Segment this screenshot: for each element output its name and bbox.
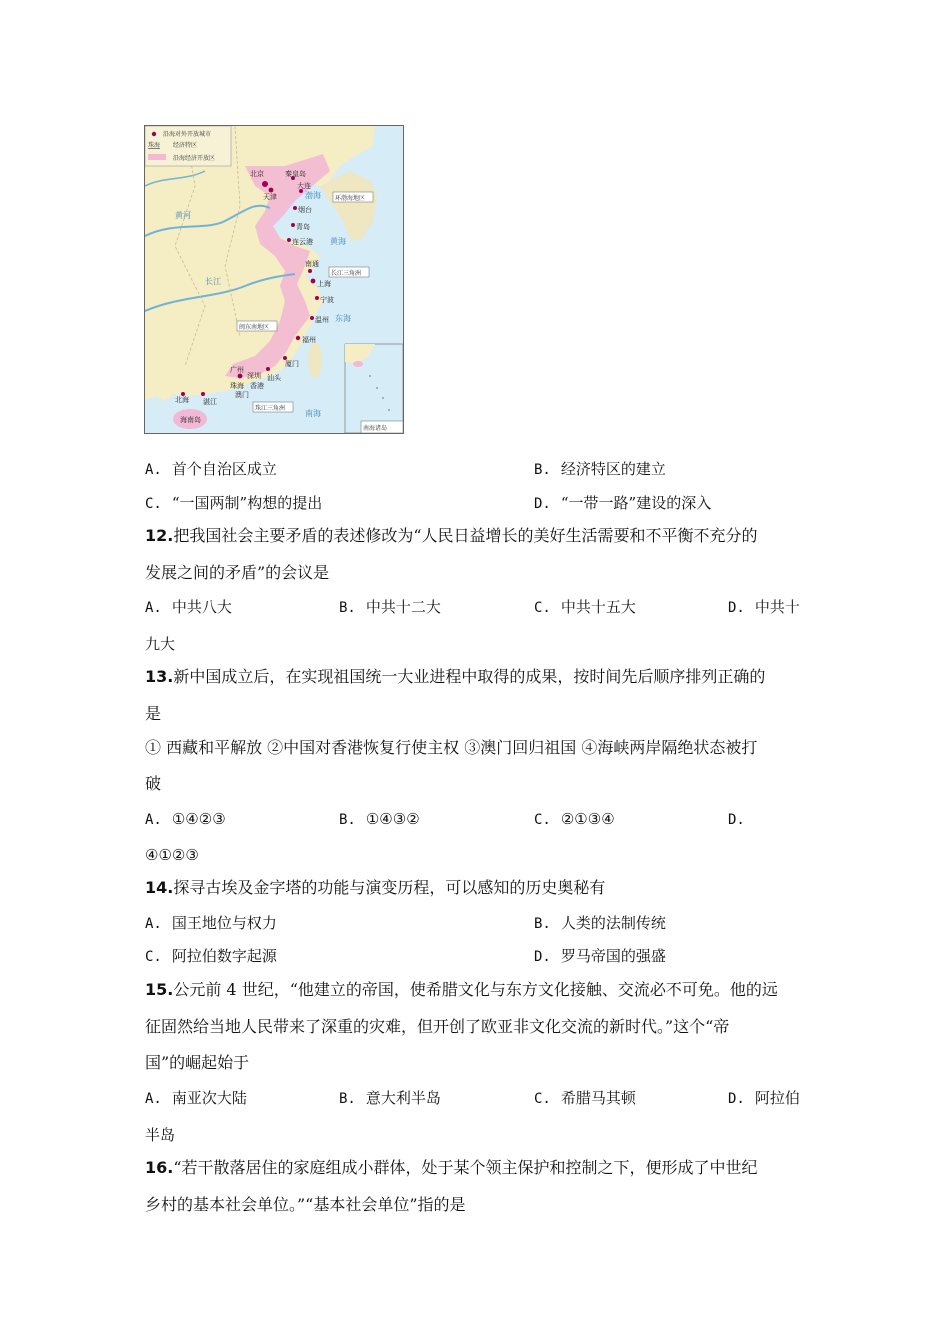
option-key: C. <box>534 600 551 616</box>
city-xiamen: 厦门 <box>285 360 299 368</box>
q16-stem-line1 <box>145 1157 758 1179</box>
q16-stem-line2: 乡村的基本社会单位。”“基本社会单位”指的是 <box>145 1195 466 1214</box>
city-zhuhai: 珠海 <box>230 382 244 390</box>
city-fuzhou: 福州 <box>302 336 316 344</box>
label-changjiang: 长江 <box>205 277 221 286</box>
option-key: B. <box>339 600 356 616</box>
option-text: 罗马帝国的强盛 <box>560 947 666 965</box>
q15-option-d-wrap: 半岛 <box>145 1126 176 1144</box>
legend-zone: 经济特区 <box>173 142 198 149</box>
q11-option-a[interactable] <box>145 458 277 481</box>
option-text: ①④②③ <box>171 810 226 828</box>
q13-stem-line1 <box>145 666 765 688</box>
q13-option-d-wrap: ④①②③ <box>145 846 199 864</box>
label-huanghai: 黄海 <box>330 237 346 246</box>
question-text: 公元前 4 世纪，“他建立的帝国，使希腊文化与东方文化接触、交流必不可免。他的远 <box>173 980 778 999</box>
question-number: 12. <box>145 526 174 545</box>
city-qingdao: 青岛 <box>296 223 310 231</box>
label-bohai: 渤海 <box>305 191 321 200</box>
inset-label: 南海诸岛 <box>363 425 388 432</box>
map-graphic <box>145 126 403 433</box>
q15-stem-line1 <box>145 979 778 1001</box>
option-text: ②①③④ <box>560 810 615 828</box>
option-text: 意大利半岛 <box>365 1089 441 1107</box>
option-text: 国王地位与权力 <box>171 914 277 932</box>
option-text: 中共十 <box>754 598 800 616</box>
option-key: D. <box>728 1091 745 1107</box>
q13-items: ① 西藏和平解放 ②中国对香港恢复行使主权 ③澳门回归祖国 ④海峡两岸隔绝状态被打 <box>145 738 758 757</box>
option-key: C. <box>534 812 551 828</box>
q12-option-b[interactable] <box>339 596 441 619</box>
option-key: B. <box>534 462 551 478</box>
option-key: C. <box>145 949 162 965</box>
question-number: 16. <box>145 1158 174 1177</box>
city-lianyungang: 连云港 <box>292 238 313 246</box>
q12-option-d[interactable] <box>728 596 800 619</box>
question-text: “若干散落居住的家庭组成小群体，处于某个领主保护和控制之下，便形成了中世纪 <box>173 1158 758 1177</box>
city-tianjin: 天津 <box>263 193 277 201</box>
question-text: 把我国社会主要矛盾的表述修改为“人民日益增长的美好生活需要和不平衡不充分的 <box>173 526 758 545</box>
q11-option-c[interactable] <box>145 492 322 515</box>
q13-option-a[interactable] <box>145 808 226 831</box>
question-number: 14. <box>145 878 174 897</box>
q15-option-c[interactable] <box>534 1087 636 1110</box>
option-text: 经济特区的建立 <box>560 460 666 478</box>
city-nantong: 南通 <box>305 260 319 268</box>
question-number: 13. <box>145 667 174 686</box>
option-key: D. <box>534 949 551 965</box>
city-aomen: 澳门 <box>235 391 249 399</box>
q12-option-a[interactable] <box>145 596 232 619</box>
q12-stem-line1 <box>145 525 758 547</box>
legend-area: 沿海经济开放区 <box>173 155 216 162</box>
option-text: 阿拉伯 <box>754 1089 800 1107</box>
q14-option-d[interactable] <box>534 945 666 968</box>
option-key: A. <box>145 1091 162 1107</box>
city-shantou: 汕头 <box>267 374 281 382</box>
city-wenzhou: 温州 <box>315 316 329 324</box>
q13-option-d[interactable] <box>728 808 755 831</box>
coastal-open-cities-map <box>144 125 404 434</box>
q12-option-d-wrap: 九大 <box>145 635 176 653</box>
option-key: D. <box>728 600 745 616</box>
city-hainandao: 海南岛 <box>180 416 201 424</box>
q13-items-wrap: 破 <box>145 774 162 793</box>
q15-option-b[interactable] <box>339 1087 441 1110</box>
region-mindongnan: 闽东南地区 <box>239 324 270 331</box>
q14-option-b[interactable] <box>534 912 666 935</box>
q12-option-c[interactable] <box>534 596 636 619</box>
q13-stem-line2: 是 <box>145 704 162 723</box>
option-key: A. <box>145 600 162 616</box>
q15-stem-line3: 国”的崛起始于 <box>145 1053 250 1072</box>
city-ningbo: 宁波 <box>320 296 334 304</box>
legend-zone-mark: 珠海 <box>148 142 161 149</box>
q15-stem-line2: 征固然给当地人民带来了深重的灾难，但开创了欧亚非文化交流的新时代。”这个“帝 <box>145 1017 730 1036</box>
option-key: B. <box>534 916 551 932</box>
option-key: D. <box>728 812 745 828</box>
question-text: 探寻古埃及金字塔的功能与演变历程，可以感知的历史奥秘有 <box>173 878 606 897</box>
city-qinhuangdao: 秦皇岛 <box>285 170 306 178</box>
option-text: “一带一路”建设的深入 <box>560 494 712 512</box>
option-text: 阿拉伯数字起源 <box>171 947 277 965</box>
option-key: B. <box>339 812 356 828</box>
option-text: 人类的法制传统 <box>560 914 666 932</box>
option-key: D. <box>534 496 551 512</box>
option-text: 中共八大 <box>171 598 232 616</box>
q14-option-c[interactable] <box>145 945 277 968</box>
option-key: A. <box>145 916 162 932</box>
question-number: 15. <box>145 980 174 999</box>
city-dalian: 大连 <box>297 182 311 190</box>
city-beihai: 北海 <box>175 396 189 404</box>
option-text: ①④③② <box>365 810 420 828</box>
q15-option-a[interactable] <box>145 1087 247 1110</box>
q15-option-d[interactable] <box>728 1087 800 1110</box>
city-shenzhen: 深圳 <box>247 372 261 380</box>
option-key: A. <box>145 812 162 828</box>
option-key: A. <box>145 462 162 478</box>
q14-stem-line1 <box>145 877 605 899</box>
option-key: C. <box>534 1091 551 1107</box>
city-shanghai: 上海 <box>317 280 331 288</box>
question-text: 新中国成立后，在实现祖国统一大业进程中取得的成果，按时间先后顺序排列正确的 <box>173 667 766 686</box>
option-key: B. <box>339 1091 356 1107</box>
q14-option-a[interactable] <box>145 912 277 935</box>
option-text: 首个自治区成立 <box>171 460 277 478</box>
city-xianggang: 香港 <box>250 382 264 390</box>
q11-option-b[interactable] <box>534 458 666 481</box>
label-nanhai: 南海 <box>305 409 321 418</box>
city-zhanjiang: 湛江 <box>203 398 217 406</box>
option-key: C. <box>145 496 162 512</box>
option-text: 南亚次大陆 <box>171 1089 247 1107</box>
q13-option-b[interactable] <box>339 808 420 831</box>
city-yantai: 烟台 <box>298 206 312 214</box>
option-text: 中共十五大 <box>560 598 636 616</box>
legend-city: 沿海对外开放城市 <box>163 131 212 138</box>
city-beijing: 北京 <box>250 170 264 178</box>
label-donghai: 东海 <box>335 314 351 323</box>
region-bohai: 环渤海地区 <box>335 195 366 202</box>
q11-option-d[interactable] <box>534 492 711 515</box>
option-text: 希腊马其顿 <box>560 1089 636 1107</box>
option-text: “一国两制”构想的提出 <box>171 494 323 512</box>
option-text: 中共十二大 <box>365 598 441 616</box>
label-huanghe: 黄河 <box>175 211 191 220</box>
q13-option-c[interactable] <box>534 808 615 831</box>
city-guangzhou: 广州 <box>230 366 244 374</box>
q12-stem-line2: 发展之间的矛盾”的会议是 <box>145 563 330 582</box>
region-zhujiang: 珠江三角洲 <box>255 405 286 412</box>
region-changjiang: 长江三角洲 <box>331 270 362 277</box>
